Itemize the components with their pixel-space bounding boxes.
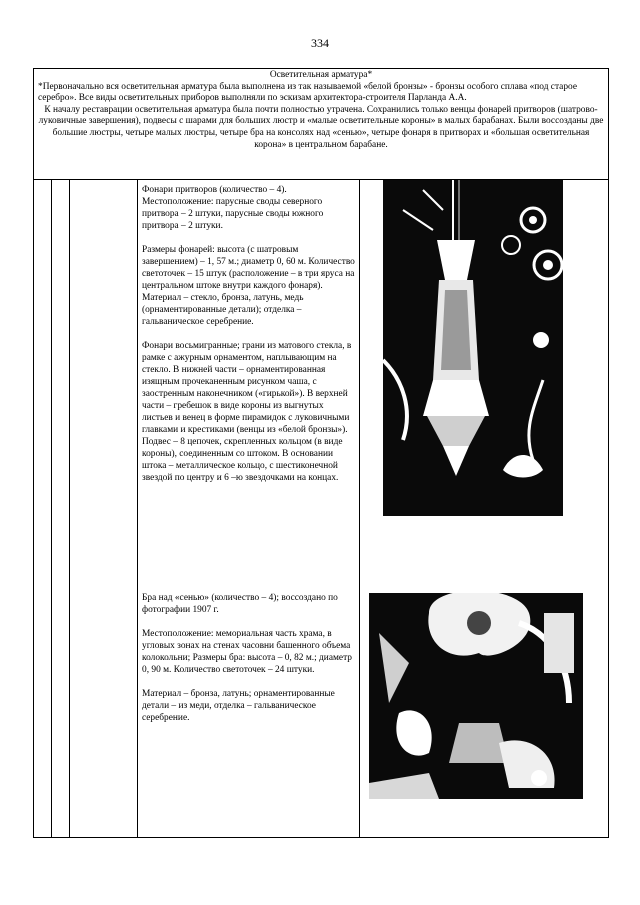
item-lanterns-description [142,184,356,484]
sconce-photo [369,593,583,799]
sconces-location: Местоположение: мемориальная часть храма, в угловых зонах на стенах часовни башенного объема колокольни; Размеры бра: высота – 0, 82 м.; диаметр 0, 90 м. Количество светоточек – 24 штуки. [142,629,352,675]
section-header [34,69,608,180]
sconces-material: Материал – бронза, латунь; орнаментированные детали – из меди, отделка – гальваническое серебрение. [142,689,335,723]
restoration-note: К началу реставрации осветительная арматура была почти полностью утрачена. Сохранились только венцы фонарей притворов (шатрово-луковичные завершения), подвесы с шарами для больших люстр и «малые осветительные короны» в малых барабанах. Были воссозданы две большие люстры, четыре малых люстры, четыре бра на консолях над «сенью», четыре фонаря в притворах и «большая осветительная корона» в центральном барабане. [38,104,604,150]
page-number: 334 [311,36,329,50]
lantern-photo [383,180,563,516]
section-title: Осветительная арматура* [269,70,373,80]
sconces-title: Бра над «сенью» (количество – 4); воссоздано по фотографии 1907 г. [142,593,338,615]
item-sconces-description [142,592,356,724]
column-divider-3 [137,180,138,837]
column-divider-2 [69,180,70,837]
lanterns-design: Фонари восьмигранные; грани из матового стекла, в рамке с ажурным орнаментом, наплывающим на стекло. В нижней части – орнаментированная изящным прочеканенным рисунком чаша, с заостренным наконечником («гирькой»). В верхней части – гребешок в виде короны из выгнутых листьев и венец в форме пирамидок с луковичными главками и крестиками (венцы из «белой бронзы»). Подвес – 8 цепочек, скрепленных кольцом (в виде короны), соединенным со штоком. В основании штока – металлическое кольцо, с шестиконечной звездой по центру и 6 –ю звездочками на концах. [142,341,352,483]
column-divider-1 [51,180,52,837]
section-note: *Первоначально вся осветительная арматура была выполнена из так называемой «белой бронзы» - бронзы особого сплава «под старое серебро». Все виды осветительных приборов выполняли по эскизам архитектора-строителя Парланда А.А. [38,81,577,104]
lanterns-location: Фонари притворов (количество – 4). Местоположение: парусные своды северного притвора – 2 штуки, парусные своды южного притвора – 2 штуки. [142,185,324,231]
lanterns-dimensions: Размеры фонарей: высота (с шатровым завершением) – 1, 57 м.; диаметр 0, 60 м. Количество светоточек – 15 штук (расположение – в три яруса на центральном штоке внутри каждого фонаря). Материал – стекло, бронза, латунь, медь (орнаментированные детали); отделка – гальваническое серебрение. [142,245,355,327]
column-divider-4 [359,180,360,837]
document-table [33,68,609,838]
